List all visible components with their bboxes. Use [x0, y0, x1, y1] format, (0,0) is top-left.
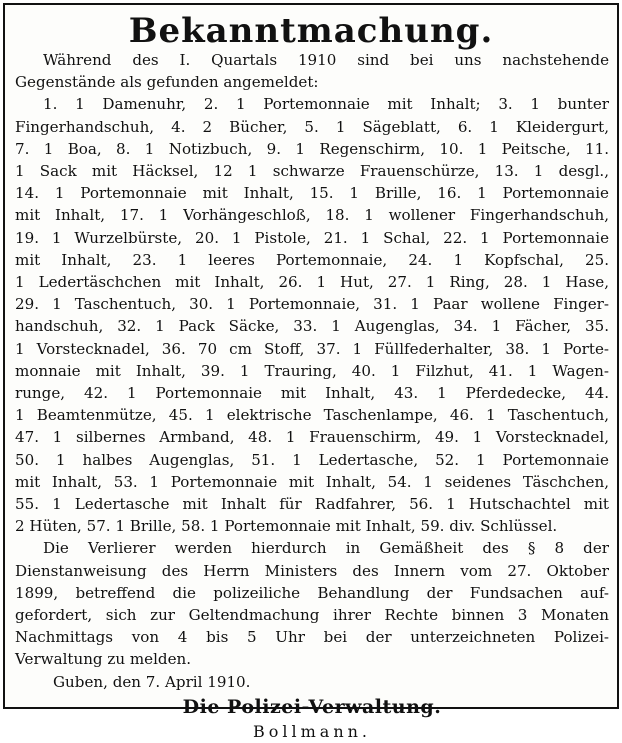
- intro-line: Während des I. Quartals 1910 sind bei uns nachstehende: [43, 51, 609, 69]
- item-line: 1. 1 Damenuhr, 2. 1 Portemonnaie mit Inhalt; 3. 1 bunter: [43, 95, 609, 114]
- item-line: handschuh, 32. 1 Pack Säcke, 33. 1 Augenglas, 34. 1 Fächer, 35.: [15, 317, 609, 336]
- notice-frame: [3, 3, 619, 741]
- item-line: 1 Beamtenmütze, 45. 1 elektrische Taschenlampe, 46. 1 Taschentuch,: [15, 406, 609, 425]
- place-date: Guben, den 7. April 1910.: [53, 672, 251, 691]
- item-line: 47. 1 silbernes Armband, 48. 1 Frauenschirm, 49. 1 Vorstecknadel,: [15, 428, 609, 447]
- notice-line: 1899, betreffend die polizeiliche Behandlung der Fundsachen auf-: [15, 583, 609, 602]
- notice-line: gefordert, sich zur Geltendmachung ihrer Rechte binnen 3 Monaten: [15, 606, 609, 625]
- notice-body: [15, 49, 609, 743]
- intro-line: Gegenstände als gefunden angemeldet:: [15, 73, 319, 92]
- item-line: 14. 1 Portemonnaie mit Inhalt, 15. 1 Brille, 16. 1 Portemonnaie: [15, 184, 609, 203]
- item-line: 7. 1 Boa, 8. 1 Notizbuch, 9. 1 Regenschirm, 10. 1 Peitsche, 11.: [15, 139, 609, 158]
- item-line: 1 Sack mit Häcksel, 12 1 schwarze Frauenschürze, 13. 1 desgl.,: [15, 162, 609, 181]
- issuing-authority: Die Polizei-Verwaltung.: [182, 695, 442, 718]
- item-line: mit Inhalt, 53. 1 Portemonnaie mit Inhalt, 54. 1 seidenes Täschchen,: [15, 472, 609, 491]
- item-line: 50. 1 halbes Augenglas, 51. 1 Ledertasche, 52. 1 Portemonnaie: [15, 450, 609, 469]
- notice-title: Bekanntmachung.: [128, 11, 494, 51]
- item-line: 29. 1 Taschentuch, 30. 1 Portemonnaie, 31. 1 Paar wollene Finger-: [15, 295, 609, 314]
- item-line: monnaie mit Inhalt, 39. 1 Trauring, 40. 1 Filzhut, 41. 1 Wagen-: [15, 361, 609, 380]
- item-line: 1 Vorstecknadel, 36. 70 cm Stoff, 37. 1 Füllfederhalter, 38. 1 Porte-: [15, 339, 609, 358]
- signature-name: Bollmann.: [252, 721, 372, 741]
- notice-line: Dienstanweisung des Herrn Ministers des Innern vom 27. Oktober: [15, 561, 609, 580]
- item-line: Fingerhandschuh, 4. 2 Bücher, 5. 1 Sägeblatt, 6. 1 Kleidergurt,: [15, 117, 609, 136]
- item-line: 19. 1 Wurzelbürste, 20. 1 Pistole, 21. 1 Schal, 22. 1 Portemonnaie: [15, 228, 609, 247]
- item-line: runge, 42. 1 Portemonnaie mit Inhalt, 43. 1 Pferdedecke, 44.: [15, 384, 609, 403]
- notice-line: Nachmittags von 4 bis 5 Uhr bei der unterzeichneten Polizei-: [15, 628, 609, 647]
- item-line: mit Inhalt, 23. 1 leeres Portemonnaie, 24. 1 Kopfschal, 25.: [15, 250, 609, 269]
- item-line: mit Inhalt, 17. 1 Vorhängeschloß, 18. 1 wollener Fingerhandschuh,: [15, 206, 609, 225]
- notice-line: Die Verlierer werden hierdurch in Gemäßheit des § 8 der: [43, 539, 609, 558]
- item-line: 2 Hüten, 57. 1 Brille, 58. 1 Portemonnaie mit Inhalt, 59. div. Schlüssel.: [15, 517, 558, 536]
- item-line: 1 Ledertäschchen mit Inhalt, 26. 1 Hut, 27. 1 Ring, 28. 1 Hase,: [15, 273, 609, 292]
- item-line: 55. 1 Ledertasche mit Inhalt für Radfahrer, 56. 1 Hutschachtel mit: [15, 495, 609, 514]
- notice-line: Verwaltung zu melden.: [15, 650, 192, 669]
